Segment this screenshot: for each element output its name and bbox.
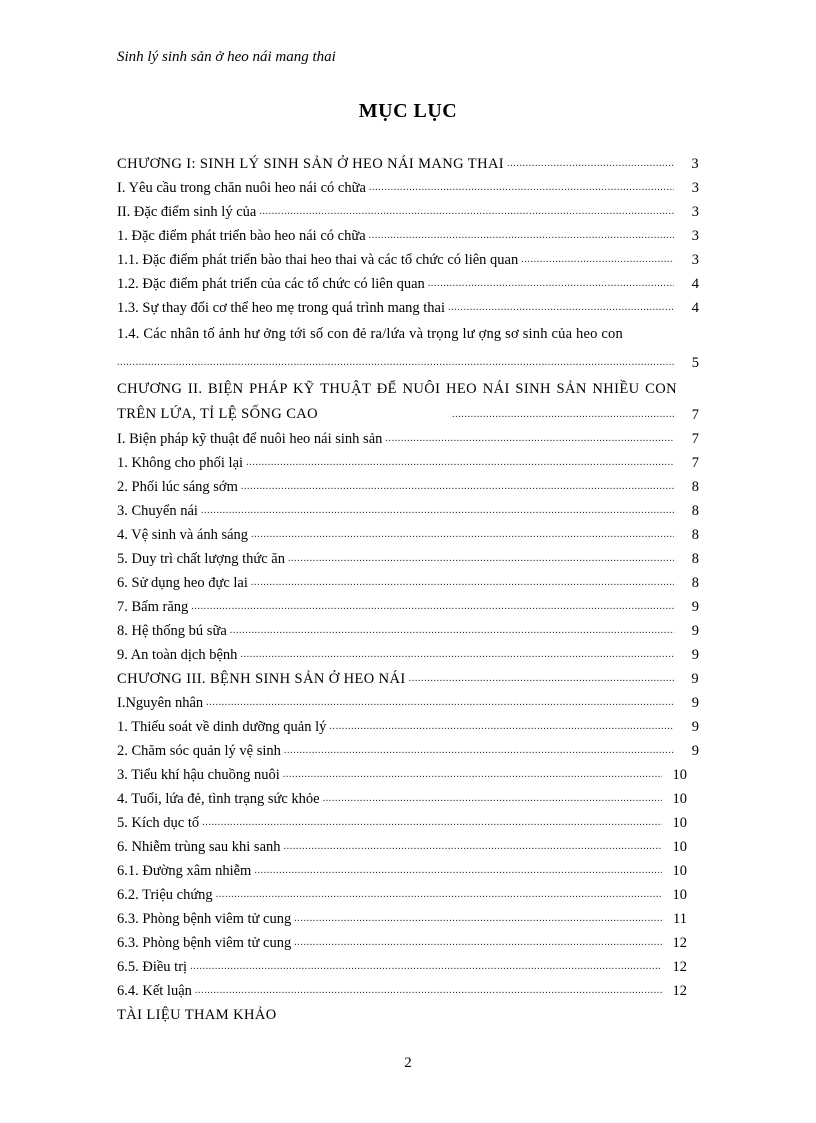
- toc-leader-dots: [369, 181, 674, 195]
- toc-leader-dots: [230, 624, 674, 638]
- toc-leader-dots: [240, 648, 674, 662]
- toc-entry: [117, 200, 713, 224]
- toc-entry-page: 10: [672, 815, 687, 831]
- toc-entry: [117, 619, 713, 643]
- toc-leader-dots: [191, 600, 674, 614]
- toc-entry-label: 3. Tiểu khí hậu chuồng nuôi: [117, 767, 280, 783]
- toc-leader-dots: [284, 840, 662, 854]
- toc-leader-dots: [206, 696, 674, 710]
- toc-entry: [117, 667, 713, 691]
- toc-entry-page: 3: [691, 204, 699, 220]
- toc-entry: [117, 224, 713, 248]
- toc-entry-page: 10: [672, 767, 687, 783]
- toc-leader-dots: [521, 253, 674, 267]
- toc-leader-dots: [288, 552, 674, 566]
- toc-entry: [117, 272, 713, 296]
- toc-leader-dots: [283, 768, 662, 782]
- toc-entry-page: 11: [673, 911, 687, 927]
- toc-entry-label: 6.5. Điều trị: [117, 959, 188, 975]
- toc-entry-label: 4. Tuổi, lứa đẻ, tình trạng sức khỏe: [117, 791, 320, 807]
- toc-entry-leader-line: [449, 403, 713, 427]
- toc-entry: [117, 1003, 713, 1027]
- toc-entry: [117, 152, 713, 176]
- toc-entry-page: 12: [672, 935, 687, 951]
- toc-entry-label: CHƯƠNG I: SINH LÝ SINH SẢN Ở HEO NÁI MANG THAI: [117, 156, 505, 172]
- toc-leader-dots: [216, 888, 662, 902]
- toc-entry-page: 4: [691, 276, 699, 292]
- toc-entry: [117, 475, 713, 499]
- toc-entry: [117, 715, 713, 739]
- toc-leader-dots: [448, 301, 674, 315]
- toc-entry-label: 8. Hệ thống bú sữa: [117, 623, 227, 639]
- toc-entry-page: 8: [691, 575, 699, 591]
- toc-entry: [117, 499, 713, 523]
- toc-entry: [117, 547, 713, 571]
- toc-entry-page: 4: [691, 300, 699, 316]
- toc-entry-page: 5: [691, 355, 699, 371]
- toc-entry-page: 9: [691, 599, 699, 615]
- toc-entry: [117, 787, 713, 811]
- toc-leader-dots: [284, 744, 674, 758]
- toc-entry-page: 7: [691, 431, 699, 447]
- toc-entry-label: 4. Vệ sinh và ánh sáng: [117, 527, 249, 543]
- toc-entry-page: 8: [691, 479, 699, 495]
- toc-entry-label: 6.3. Phòng bệnh viêm tử cung: [117, 911, 292, 927]
- toc-leader-dots: [369, 229, 674, 243]
- toc-entry-page: 8: [691, 551, 699, 567]
- toc-entry-page: 9: [691, 647, 699, 663]
- toc-leader-dots: [254, 864, 662, 878]
- toc-leader-dots: [409, 672, 674, 686]
- toc-entry-page: 10: [672, 839, 687, 855]
- toc-entry-label: 1.3. Sự thay đổi cơ thể heo mẹ trong quá trình mang thai: [117, 300, 446, 316]
- toc-entry: [117, 296, 713, 320]
- toc-entry-page: 8: [691, 527, 699, 543]
- toc-leader-dots: [329, 720, 674, 734]
- toc-entry-page: 9: [691, 743, 699, 759]
- toc-entry: [117, 523, 713, 547]
- toc-entry-page: 3: [691, 228, 699, 244]
- toc-entry-label: 2. Phối lúc sáng sớm: [117, 479, 238, 495]
- toc-leader-dots: [246, 456, 674, 470]
- toc-entry: [117, 571, 713, 595]
- toc-entry-label: I. Biện pháp kỹ thuật để nuôi heo nái sinh sản: [117, 431, 383, 447]
- toc-entry: [117, 739, 713, 763]
- toc-entry-multiline: [117, 377, 713, 427]
- toc-entry-page: 3: [691, 156, 699, 172]
- toc-entry-page: 10: [672, 863, 687, 879]
- toc-entry-label: 1. Không cho phối lại: [117, 455, 244, 471]
- toc-entry-page: 9: [691, 623, 699, 639]
- toc-entry-page: 7: [691, 407, 699, 423]
- toc-leader-dots: [452, 408, 674, 422]
- toc-entry-label: I. Yêu cầu trong chăn nuôi heo nái có chữa: [117, 180, 366, 196]
- toc-entry-page: 3: [691, 252, 699, 268]
- toc-entry-label: 5. Kích dục tố: [117, 815, 200, 831]
- toc-entry-label: 6.1. Đường xâm nhiễm: [117, 863, 252, 879]
- toc-entry: [117, 451, 713, 475]
- toc-entry-label: CHƯƠNG II. BIỆN PHÁP KỸ THUẬT ĐỂ NUÔI HEO NÁI SINH SẢN NHIỀU CON TRÊN LỨA, TỈ LỆ SỐNG CAO: [117, 381, 677, 422]
- toc-entry-label: 6. Nhiễm trùng sau khi sanh: [117, 839, 281, 855]
- page-number: 2: [404, 1055, 412, 1071]
- toc-entry-page: 7: [691, 455, 699, 471]
- toc-entry-label: 1.1. Đặc điểm phát triển bào thai heo thai và các tổ chức có liên quan: [117, 252, 519, 268]
- toc-entry-label: 9. An toàn dịch bệnh: [117, 647, 238, 663]
- toc-entry-page: 8: [691, 503, 699, 519]
- toc-entry-label: CHƯƠNG III. BỆNH SINH SẢN Ở HEO NÁI: [117, 671, 406, 687]
- toc-entry-page: 12: [672, 983, 687, 999]
- running-header: Sinh lý sinh sản ở heo nái mang thai: [117, 49, 336, 65]
- toc-leader-dots: [259, 205, 674, 219]
- toc-entry: [117, 907, 713, 931]
- toc-entry-label: 6.3. Phòng bệnh viêm tử cung: [117, 935, 292, 951]
- toc-entry-label: 2. Chăm sóc quản lý vệ sinh: [117, 743, 281, 759]
- toc-entry-page: 12: [672, 959, 687, 975]
- toc-entry: [117, 811, 713, 835]
- toc-leader-dots: [251, 528, 674, 542]
- toc-entry-leader-line: [117, 351, 713, 375]
- toc-entry-label: 1.4. Các nhân tố ảnh hư ởng tới số con đẻ ra/lứa và trọng lư ợng sơ sinh của heo con: [117, 326, 623, 342]
- toc-entry-label: I.Nguyên nhân: [117, 695, 204, 711]
- toc-leader-dots: [202, 816, 662, 830]
- toc-entry-label: 1. Đặc điểm phát triển bào heo nái có chữa: [117, 228, 366, 244]
- toc-entry-page: 9: [691, 719, 699, 735]
- toc-entry: [117, 176, 713, 200]
- toc-entry: [117, 883, 713, 907]
- toc-leader-dots: [428, 277, 674, 291]
- toc-entry: [117, 248, 713, 272]
- toc-entry-label: 6.4. Kết luận: [117, 983, 192, 999]
- toc-leader-dots: [117, 356, 674, 370]
- toc-entry-page: 3: [691, 180, 699, 196]
- toc-entry: [117, 979, 713, 1003]
- toc-leader-dots: [323, 792, 662, 806]
- toc-entry-label: 5. Duy trì chất lượng thức ăn: [117, 551, 285, 567]
- toc-entry-label: 6. Sử dụng heo đực lai: [117, 575, 248, 591]
- toc-entry: [117, 955, 713, 979]
- toc-entry-label: 1. Thiếu soát về dinh dưỡng quản lý: [117, 719, 327, 735]
- toc-leader-dots: [294, 912, 662, 926]
- toc-leader-dots: [190, 960, 662, 974]
- toc-entry-label: 1.2. Đặc điểm phát triển của các tổ chức có liên quan: [117, 276, 425, 292]
- toc-entry: [117, 643, 713, 667]
- toc-entry-label: II. Đặc điểm sinh lý của: [117, 204, 257, 220]
- toc-entry-page: 9: [691, 671, 699, 687]
- toc-entry-page: 10: [672, 791, 687, 807]
- toc-entry-label: TÀI LIỆU THAM KHẢO: [117, 1007, 277, 1023]
- toc-leader-dots: [385, 432, 674, 446]
- toc-leader-dots: [201, 504, 674, 518]
- toc-entry: [117, 595, 713, 619]
- toc-leader-dots: [241, 480, 674, 494]
- toc-entry: [117, 763, 713, 787]
- toc-entry: [117, 835, 713, 859]
- toc-entry: [117, 691, 713, 715]
- table-of-contents: [117, 152, 713, 1027]
- toc-entry-label: 6.2. Triệu chứng: [117, 887, 213, 903]
- toc-entry-multiline: [117, 322, 713, 375]
- toc-entry-page: 10: [672, 887, 687, 903]
- toc-entry-label: 3. Chuyển nái: [117, 503, 198, 519]
- toc-entry: [117, 427, 713, 451]
- toc-leader-dots: [195, 984, 662, 998]
- toc-leader-dots: [507, 157, 674, 171]
- page-title: MỤC LỤC: [358, 100, 458, 122]
- toc-entry: [117, 931, 713, 955]
- toc-leader-dots: [251, 576, 674, 590]
- toc-entry-label: 7. Bấm răng: [117, 599, 189, 615]
- toc-entry: [117, 859, 713, 883]
- toc-entry-page: 9: [691, 695, 699, 711]
- toc-leader-dots: [294, 936, 662, 950]
